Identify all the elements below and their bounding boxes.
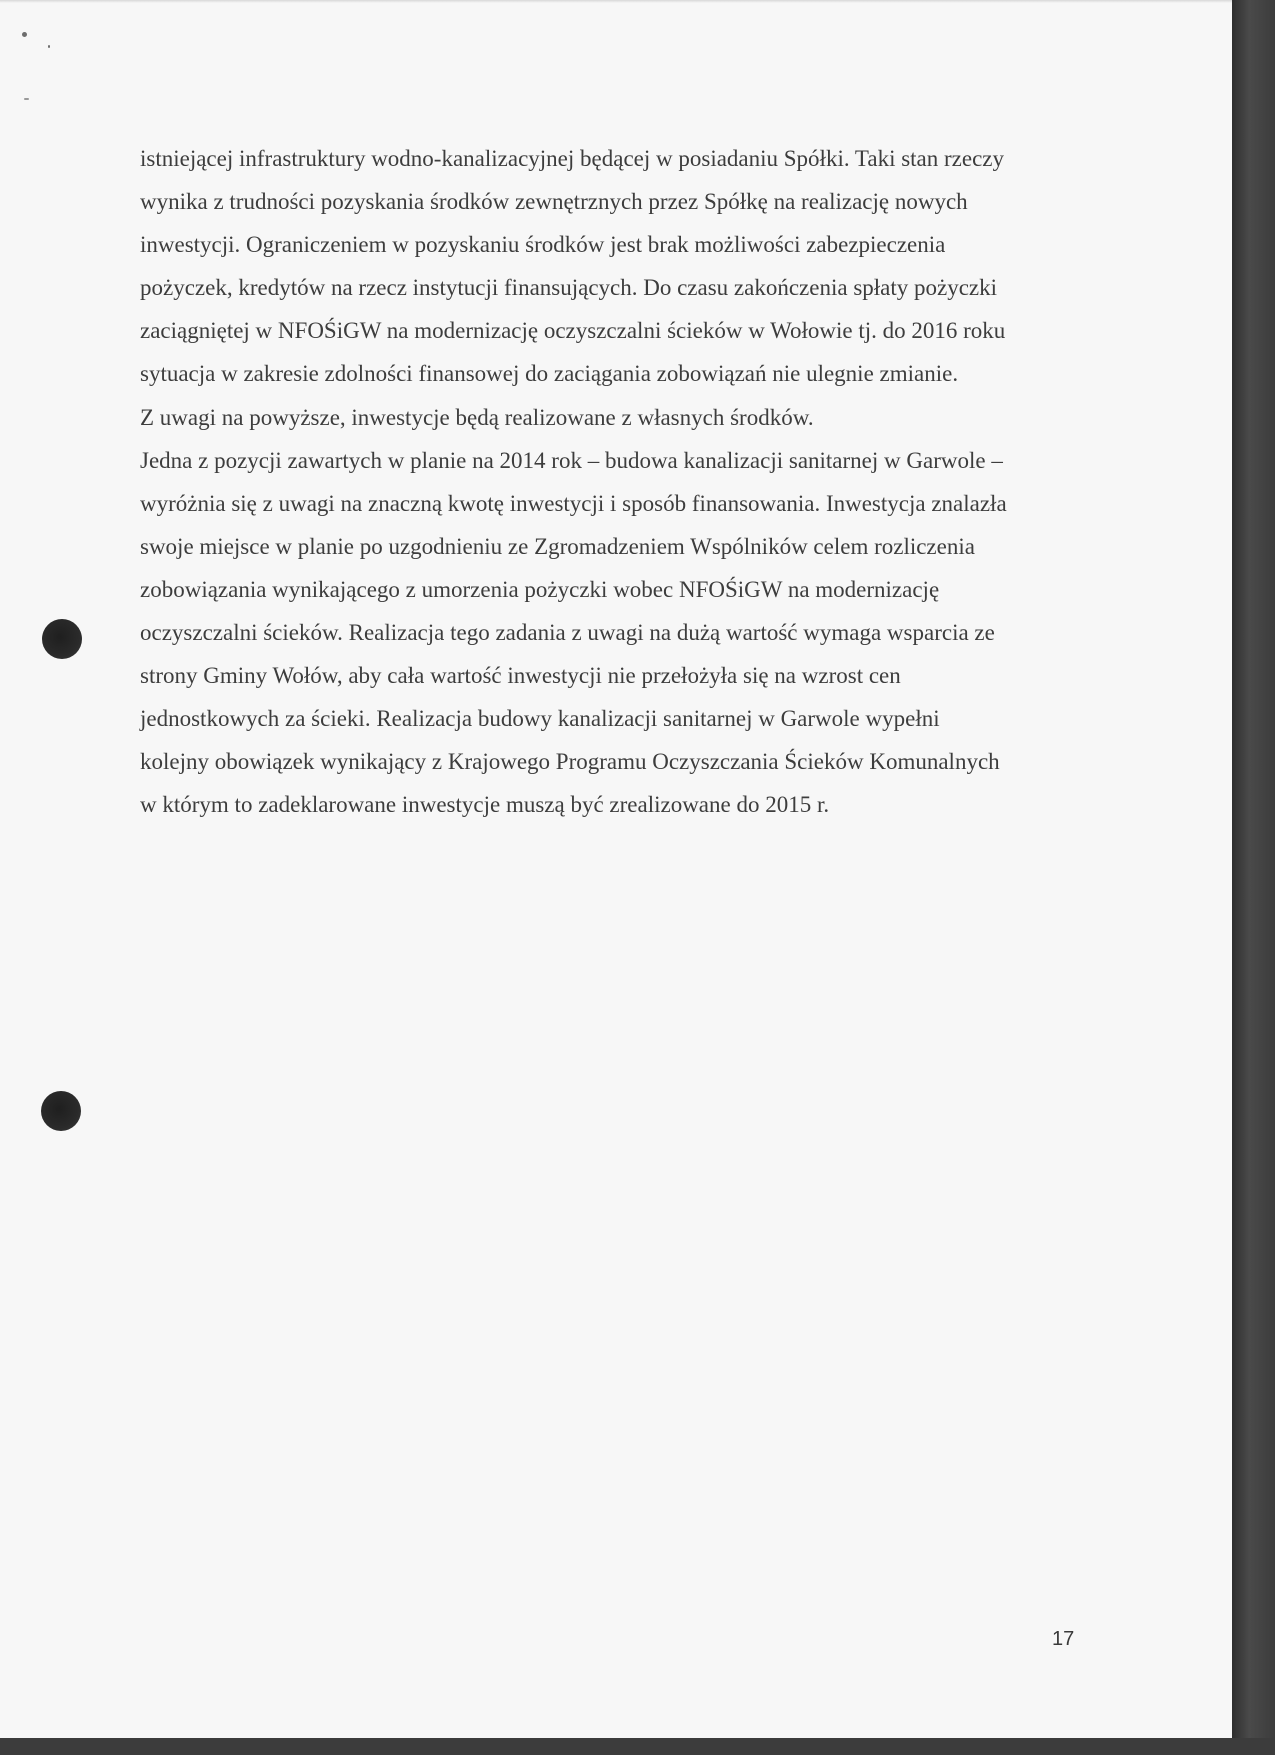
scan-speck	[22, 32, 27, 37]
text-line: swoje miejsce w planie po uzgodnieniu ze Zgromadzeniem Wspólników celem rozliczenia	[140, 533, 975, 559]
text-line: pożyczek, kredytów na rzecz instytucji finansujących. Do czasu zakończenia spłaty pożyczki	[140, 275, 998, 301]
punch-hole-lower	[41, 1091, 81, 1131]
text-line: sytuacja w zakresie zdolności finansowej do zaciągania zobowiązań nie ulegnie zmianie.	[140, 361, 959, 387]
top-edge-shadow	[0, 0, 1232, 3]
text-line: Z uwagi na powyższe, inwestycje będą realizowane z własnych środków.	[140, 404, 814, 430]
scan-border-right	[1232, 0, 1275, 1755]
text-line: strony Gminy Wołów, aby cała wartość inwestycji nie przełożyła się na wzrost cen	[140, 663, 901, 689]
text-line: wynika z trudności pozyskania środków zewnętrznych przez Spółkę na realizację nowych	[140, 189, 968, 215]
text-line: Jedna z pozycji zawartych w planie na 2014 rok – budowa kanalizacji sanitarnej w Garwole –	[140, 447, 1003, 473]
text-line: kolejny obowiązek wynikający z Krajowego Programu Oczyszczania Ścieków Komunalnych	[140, 749, 1000, 775]
text-line: istniejącej infrastruktury wodno-kanalizacyjnej będącej w posiadaniu Spółki. Taki stan rzeczy	[140, 146, 1005, 171]
page-number: 17	[1052, 1628, 1075, 1650]
text-line: jednostkowych za ścieki. Realizacja budowy kanalizacji sanitarnej w Garwole wypełni	[140, 706, 940, 732]
text-line: zaciągniętej w NFOŚiGW na modernizację oczyszczalni ścieków w Wołowie tj. do 2016 roku	[140, 318, 1006, 344]
punch-hole-upper	[42, 619, 82, 659]
text-line: zobowiązania wynikającego z umorzenia pożyczki wobec NFOŚiGW na modernizację	[140, 576, 940, 602]
scan-speck	[48, 45, 50, 48]
scan-border-bottom	[0, 1738, 1275, 1755]
text-line: oczyszczalni ścieków. Realizacja tego zadania z uwagi na dużą wartość wymaga wsparcia ze	[140, 620, 995, 646]
text-line: w którym to zadeklarowane inwestycje muszą być zrealizowane do 2015 r.	[140, 792, 830, 818]
text-line: wyróżnia się z uwagi na znaczną kwotę inwestycji i sposób finansowania. Inwestycja znalazła	[140, 490, 1007, 516]
scan-speck	[24, 98, 29, 100]
text-line: inwestycji. Ograniczeniem w pozyskaniu środków jest brak możliwości zabezpieczenia	[140, 232, 946, 258]
body-paragraph	[140, 137, 1100, 827]
